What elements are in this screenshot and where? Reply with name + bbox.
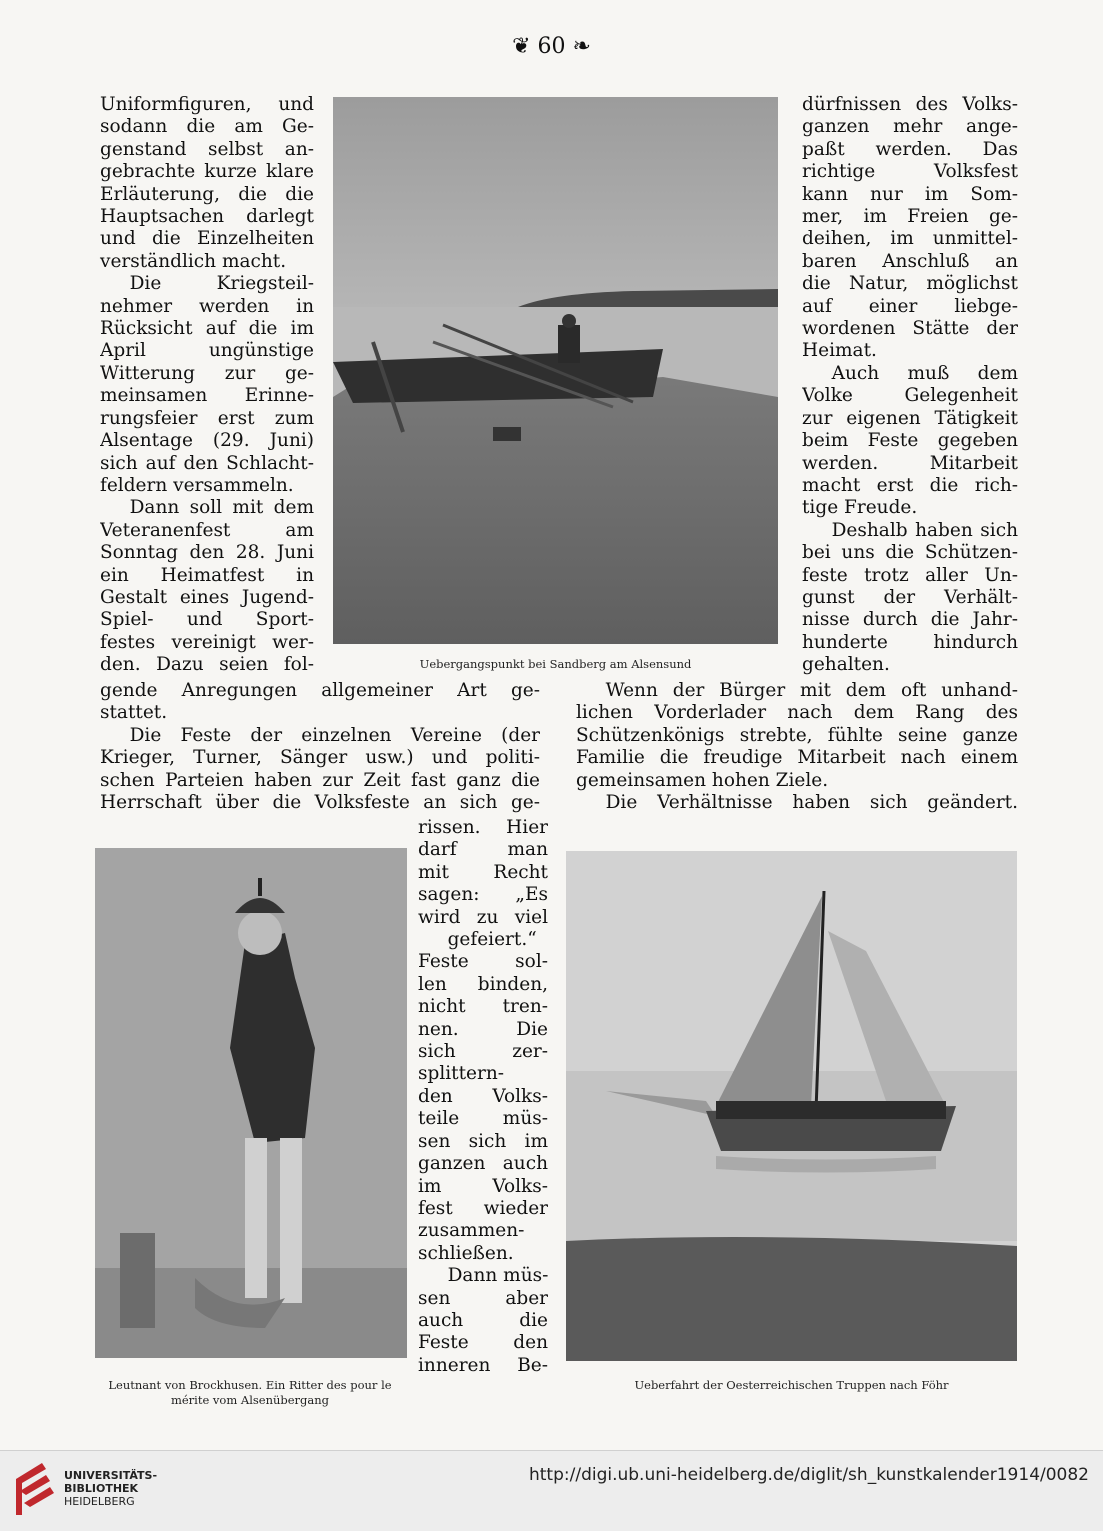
text-line: rissen. Hier	[418, 817, 548, 838]
text-line: ein Heimatfest in	[100, 564, 314, 586]
text-line: sagen: „Es	[418, 884, 548, 906]
text-line: Rücksicht auf die im	[100, 318, 314, 340]
text-line: den Volks-	[418, 1085, 548, 1107]
text-line: sich auf den Schlacht-	[100, 452, 314, 474]
university-library-name[interactable]	[64, 1469, 157, 1508]
text-line: Krieger, Turner, Sänger usw.) und politi-	[100, 747, 540, 769]
text-line: tige Freude.	[802, 497, 918, 519]
sailboat-image	[566, 851, 1017, 1361]
caption-sailboat: Ueberfahrt der Oesterreichischen Truppen nach Föhr	[634, 1378, 949, 1392]
text-line: dürfnissen des Volks-	[802, 94, 1018, 115]
text-line: Feste den	[418, 1332, 548, 1354]
text-line: Veteranenfest am	[100, 519, 314, 541]
text-line: Schützenkönigs strebte, fühlte seine ganze	[576, 724, 1018, 746]
photo-sailboat	[566, 851, 1017, 1361]
text-line: Wenn der Bürger mit dem oft unhand-	[605, 680, 1018, 701]
text-line: Die Feste der einzelnen Vereine (der	[129, 724, 540, 746]
text-line: und die Einzelheiten	[100, 228, 314, 250]
caption-top-photo: Uebergangspunkt bei Sandberg am Alsensund	[419, 657, 692, 671]
text-line: wordenen Stätte der	[802, 318, 1018, 340]
text-line: den. Dazu seien fol-	[100, 654, 314, 676]
text-line: Erläuterung, die die	[100, 183, 314, 205]
text-line: werden. Mitarbeit	[802, 452, 1018, 474]
text-line: verständlich macht.	[100, 250, 287, 272]
text-line: stattet.	[100, 702, 168, 724]
text-line: meinsamen Erinne-	[100, 385, 314, 407]
text-line: mit Recht	[418, 861, 548, 883]
text-line: feldern versammeln.	[100, 474, 294, 496]
text-line: die Natur, möglichst	[802, 273, 1018, 295]
text-line: len binden,	[418, 973, 548, 995]
ornament-left-icon: ❦	[512, 34, 531, 59]
text-line: Witterung zur ge-	[100, 362, 314, 384]
text-block-lower-right	[576, 680, 1018, 814]
text-line: nen. Die	[418, 1018, 548, 1040]
text-line: richtige Volksfest	[802, 161, 1018, 183]
text-column-left	[100, 94, 314, 677]
page-number-value: 60	[537, 34, 566, 59]
text-line: Dann müs-	[447, 1265, 548, 1287]
text-line: schen Parteien haben zur Zeit fast ganz die	[100, 769, 540, 791]
text-line: baren Anschluß an	[802, 250, 1018, 272]
text-line: gende Anregungen allgemeiner Art ge-	[100, 680, 540, 701]
text-line: nicht tren-	[418, 996, 548, 1018]
text-line: beim Feste gegeben	[802, 430, 1018, 452]
text-line: Auch muß dem	[831, 362, 1018, 384]
text-line: Dann soll mit dem	[129, 497, 314, 519]
text-line: wird zu viel	[418, 906, 548, 928]
caption-soldier	[80, 1378, 420, 1408]
university-library-logo-icon[interactable]	[12, 1459, 60, 1521]
text-line: gemeinsamen hohen Ziele.	[576, 769, 829, 791]
text-line: genstand selbst an-	[100, 138, 314, 160]
photo-soldier	[95, 848, 407, 1358]
text-line: feste trotz aller Un-	[802, 564, 1018, 586]
text-line: gehalten.	[802, 654, 890, 676]
text-line: April ungünstige	[100, 340, 314, 362]
text-line: festes vereinigt wer-	[100, 631, 314, 653]
text-line: Herrschaft über die Volksfeste an sich ge-	[100, 792, 540, 814]
text-block-lower-left	[100, 680, 540, 814]
text-line: Alsentage (29. Juni)	[100, 430, 314, 452]
text-line: rungsfeier erst zum	[100, 407, 314, 429]
text-line: darf man	[418, 839, 548, 861]
text-line: gebrachte kurze klare	[100, 161, 314, 183]
text-line: zur eigenen Tätigkeit	[802, 407, 1018, 429]
text-line: ganzen auch	[418, 1153, 548, 1175]
text-line: sen aber	[418, 1287, 548, 1309]
text-line: ganzen mehr ange-	[802, 116, 1018, 138]
text-line: hunderte hindurch	[802, 631, 1018, 653]
text-line: Hauptsachen darlegt	[100, 206, 314, 228]
text-line: Heimat.	[802, 340, 877, 362]
text-line: Volke Gelegenheit	[802, 385, 1018, 407]
logo-line-3: HEIDELBERG	[64, 1495, 135, 1508]
text-line: schließen.	[418, 1242, 514, 1264]
text-line: sodann die am Ge-	[100, 116, 314, 138]
logo-line-2: BIBLIOTHEK	[64, 1482, 139, 1495]
text-line: Sonntag den 28. Juni	[100, 542, 314, 564]
text-line: sen sich im	[418, 1130, 548, 1152]
text-line: bei uns die Schützen-	[802, 542, 1018, 564]
text-line: gunst der Verhält-	[802, 586, 1018, 608]
boat-shore-image	[333, 97, 778, 644]
text-line: deihen, im unmittel-	[802, 228, 1018, 250]
text-line: paßt werden. Das	[802, 138, 1018, 160]
text-line: Gestalt eines Jugend-	[100, 586, 314, 608]
text-line: sich zer-	[418, 1041, 548, 1063]
text-line: im Volks-	[418, 1175, 548, 1197]
text-line: Familie die freudige Mitarbeit nach einem	[576, 747, 1018, 769]
text-line: nisse durch die Jahr-	[802, 609, 1018, 631]
ornament-right-icon: ❧	[572, 34, 591, 59]
text-line: macht erst die rich-	[802, 474, 1018, 496]
text-line: fest wieder	[418, 1197, 548, 1219]
text-column-middle	[418, 817, 548, 1377]
soldier-image	[95, 848, 407, 1358]
text-line: auch die	[418, 1309, 548, 1331]
permalink-url[interactable]: http://digi.ub.uni-heidelberg.de/diglit/sh_kunstkalender1914/0082	[528, 1465, 1089, 1485]
text-column-right	[802, 94, 1018, 677]
text-line: Feste sol-	[418, 951, 548, 973]
logo-line-1: UNIVERSITÄTS-	[64, 1469, 158, 1482]
text-line: lichen Vorderlader nach dem Rang des	[576, 702, 1018, 724]
text-line: teile müs-	[418, 1108, 548, 1130]
page-number	[0, 34, 1103, 59]
text-line: Deshalb haben sich	[831, 519, 1018, 541]
text-line: inneren Be-	[418, 1354, 548, 1376]
text-line: mer, im Freien ge-	[802, 206, 1018, 228]
text-line: Uniformfiguren, und	[100, 94, 314, 115]
footer-bar	[0, 1450, 1103, 1531]
text-line: Die Verhältnisse haben sich geändert.	[605, 792, 1018, 814]
text-line: Spiel- und Sport-	[100, 609, 314, 631]
caption-soldier-line-2: mérite vom Alsenübergang	[170, 1393, 330, 1407]
text-line: nehmer werden in	[100, 295, 314, 317]
text-line: kann nur im Som-	[802, 183, 1018, 205]
text-line: zusammen-	[418, 1220, 525, 1242]
text-line: Die Kriegsteil-	[129, 273, 314, 295]
caption-soldier-line-1: Leutnant von Brockhusen. Ein Ritter des pour le	[108, 1378, 392, 1392]
text-line: gefeiert.“	[447, 929, 537, 951]
text-line: auf einer liebge-	[802, 295, 1018, 317]
text-line: splittern-	[418, 1063, 504, 1085]
photo-boat-shore	[333, 97, 778, 644]
